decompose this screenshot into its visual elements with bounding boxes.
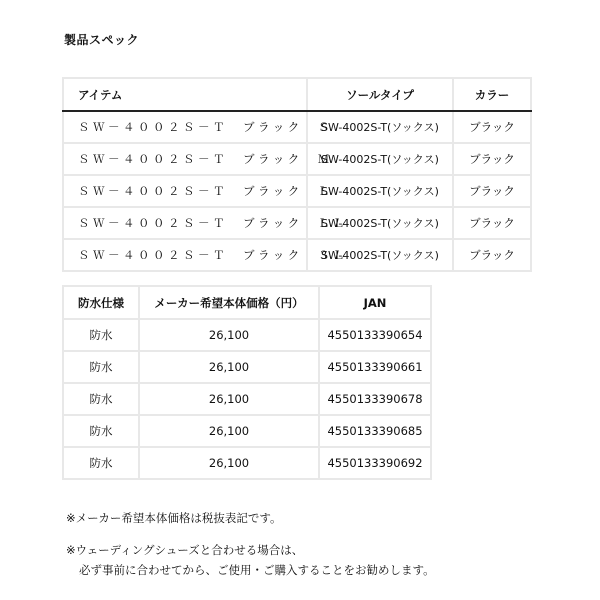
jan-cell: 4550133390654 [319,319,431,351]
color-cell: ブラック [453,143,531,175]
column-header-color: カラー [453,78,531,111]
item-cell: ＳＷ－４００２Ｓ－Ｔ ブラック ＬＬ [63,207,307,239]
sole-type-cell: SW-4002S-T(ソックス) [307,143,453,175]
waterproof-cell: 防水 [63,319,139,351]
price-cell: 26,100 [139,447,319,479]
jan-cell: 4550133390692 [319,447,431,479]
table-row [63,447,431,479]
jan-cell: 4550133390661 [319,351,431,383]
jan-cell: 4550133390678 [319,383,431,415]
table-row [63,239,531,271]
item-cell: ＳＷ－４００２Ｓ－Ｔ ブラック Ｓ [63,111,307,143]
spec-table-items [62,77,532,272]
waterproof-cell: 防水 [63,415,139,447]
table-row [63,207,531,239]
page-title: 製品スペック [64,33,140,47]
note-wading-line2: 必ず事前に合わせてから、ご使用・ご購入することをお勧めします。 [79,563,435,577]
sole-type-cell: SW-4002S-T(ソックス) [307,239,453,271]
color-cell: ブラック [453,175,531,207]
column-header-price: メーカー希望本体価格（円） [139,286,319,319]
column-header-sole-type: ソールタイプ [307,78,453,111]
table-row [63,415,431,447]
price-cell: 26,100 [139,351,319,383]
table-row [63,111,531,143]
sole-type-cell: SW-4002S-T(ソックス) [307,175,453,207]
table-row [63,383,431,415]
table-header-row [63,286,431,319]
waterproof-cell: 防水 [63,383,139,415]
column-header-item: アイテム [63,78,307,111]
item-cell: ＳＷ－４００２Ｓ－Ｔ ブラック Ｌ [63,175,307,207]
color-cell: ブラック [453,111,531,143]
note-tax: ※メーカー希望本体価格は税抜表記です。 [66,511,282,525]
table-row [63,175,531,207]
price-cell: 26,100 [139,319,319,351]
sole-type-cell: SW-4002S-T(ソックス) [307,207,453,239]
table-header-row [63,78,531,111]
waterproof-cell: 防水 [63,447,139,479]
price-cell: 26,100 [139,383,319,415]
spec-table-prices [62,285,432,480]
column-header-waterproof: 防水仕様 [63,286,139,319]
item-cell: ＳＷ－４００２Ｓ－Ｔ ブラック Ｍ [63,143,307,175]
color-cell: ブラック [453,207,531,239]
table-row [63,319,431,351]
item-cell: ＳＷ－４００２Ｓ－Ｔ ブラック ３Ｌ [63,239,307,271]
sole-type-cell: SW-4002S-T(ソックス) [307,111,453,143]
column-header-jan: JAN [319,286,431,319]
note-wading-line1: ※ウェーディングシューズと合わせる場合は、 [66,543,304,557]
waterproof-cell: 防水 [63,351,139,383]
jan-cell: 4550133390685 [319,415,431,447]
color-cell: ブラック [453,239,531,271]
price-cell: 26,100 [139,415,319,447]
table-row [63,143,531,175]
table-row [63,351,431,383]
